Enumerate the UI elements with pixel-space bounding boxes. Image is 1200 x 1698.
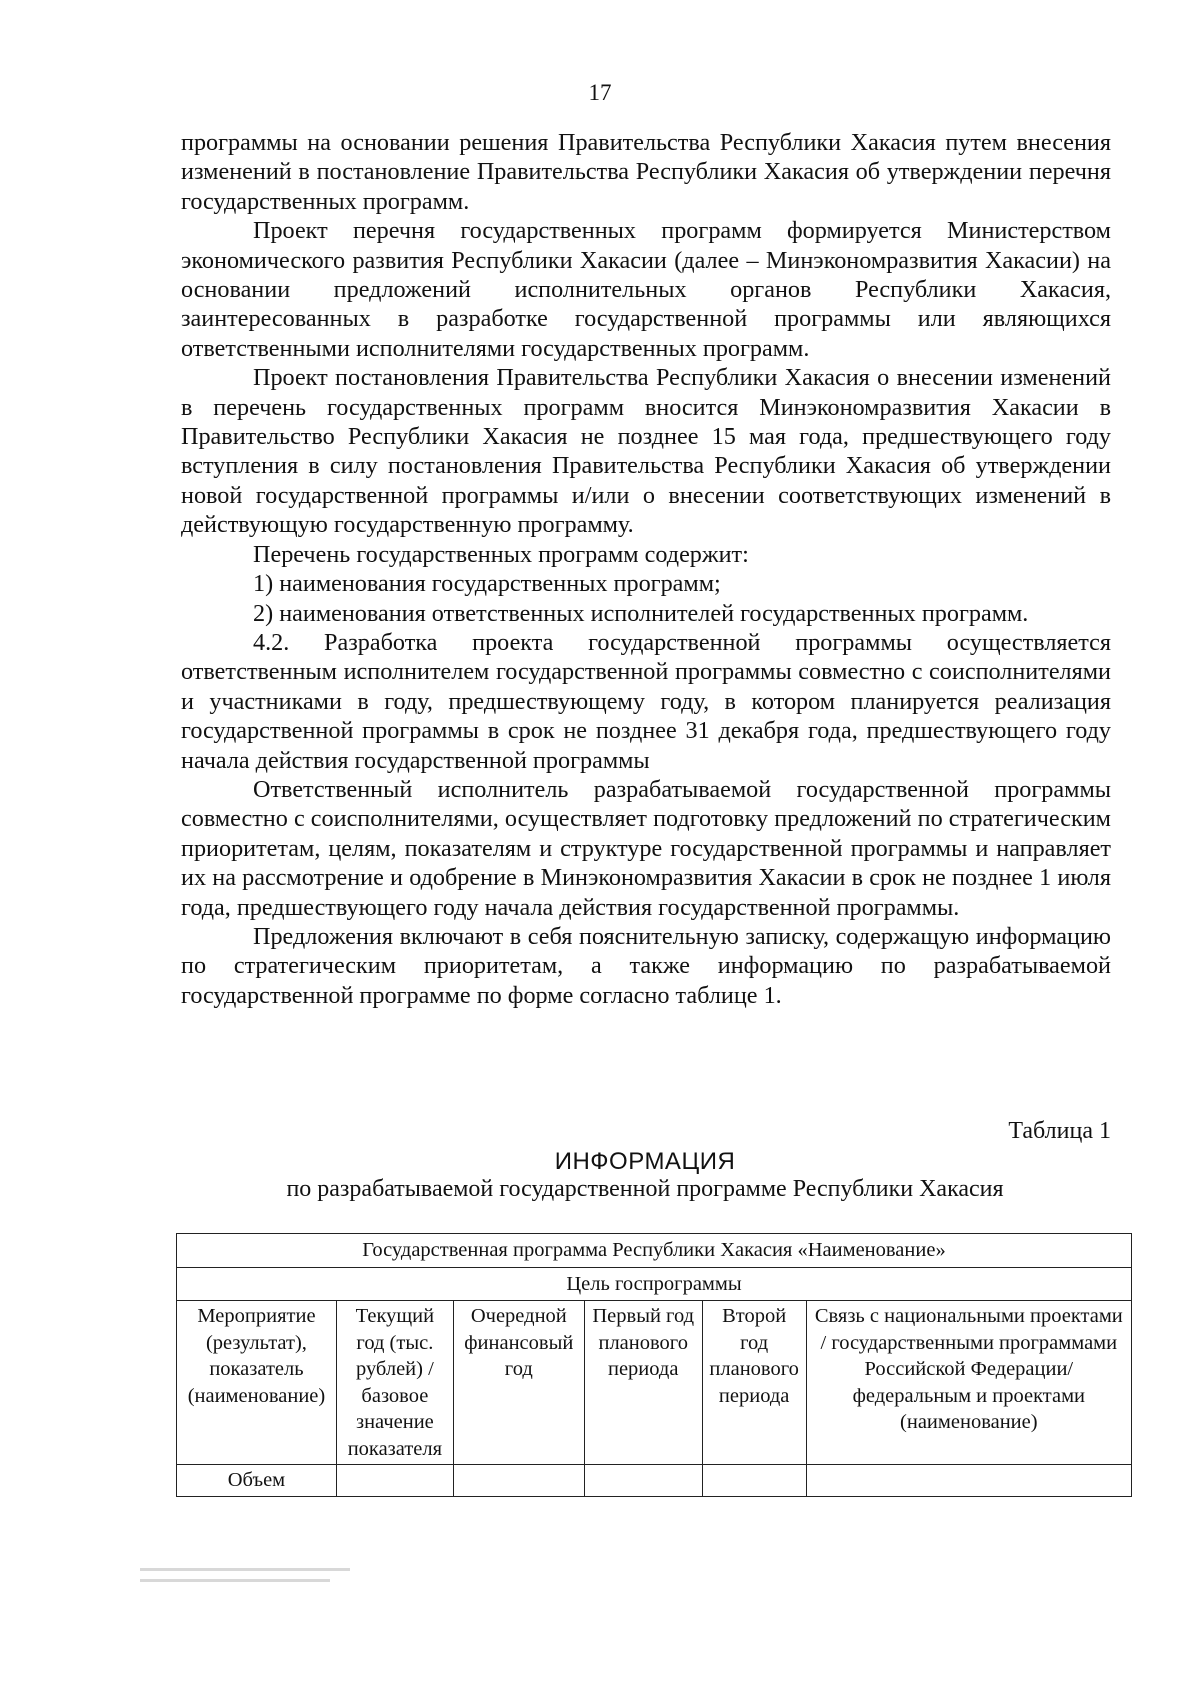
paragraph: Проект перечня государственных программ формируется Министерством экономического развития Республики Хакасии (далее – Минэкономразвития Хакасии) на основании предложений исполнительных органов Республики Хакасия, заинтересованных в разработке государственной программы или являющихся ответственными исполнителями государственных программ. [181, 217, 1111, 362]
list-item: 1) наименования государственных программ; [253, 570, 721, 598]
table-cell [806, 1465, 1131, 1497]
list-item: 2) наименования ответственных исполнителей государственных программ. [253, 599, 1029, 627]
table-title: ИНФОРМАЦИЯ [554, 1148, 736, 1175]
header-cell: Второй год планового периода [702, 1301, 806, 1465]
body-text [181, 128, 1111, 1010]
goal-cell: Цель госпрограммы [177, 1267, 1132, 1301]
header-cell: Связь с национальными проектами / государственными программами Российской Федерации/федеральным и проектами (наименование) [806, 1301, 1131, 1465]
header-cell: Мероприятие (результат), показатель (наименование) [177, 1301, 337, 1465]
table-row [177, 1234, 1132, 1268]
table-cell [584, 1465, 702, 1497]
table-header-row [177, 1301, 1132, 1465]
table-row [177, 1267, 1132, 1301]
header-cell: Первый год планового периода [584, 1301, 702, 1465]
info-table [176, 1233, 1132, 1497]
table-cell [336, 1465, 453, 1497]
paragraph: Предложения включают в себя пояснительную записку, содержащую информацию по стратегическим приоритетам, а также информацию по разрабатываемой государственной программе по форме согласно таблице 1. [181, 922, 1111, 1009]
table-cell [702, 1465, 806, 1497]
table-label: Таблица 1 [1008, 1118, 1111, 1144]
page-number: 17 [588, 80, 612, 105]
paragraph: 4.2. Разработка проекта государственной программы осуществляется ответственным исполнителем государственной программы совместно с соисполнителями и участниками в году, предшествующему году, в котором планируется реализация государственной программы в срок не позднее 31 декабря года, предшествующего году начала действия государственной программы [181, 628, 1111, 774]
paragraph: программы на основании решения Правительства Республики Хакасия путем внесения изменений в постановление Правительства Республики Хакасия об утверждении перечня государственных программ. [181, 129, 1111, 215]
row-label-cell: Объем [177, 1465, 337, 1497]
header-cell: Очередной финансовый год [453, 1301, 584, 1465]
paragraph: Ответственный исполнитель разрабатываемой государственной программы совместно с соисполнителями, осуществляет подготовку предложений по стратегическим приоритетам, целям, показателям и структуре государственной программы и направляет их на рассмотрение и одобрение в Минэкономразвития Хакасии в срок не позднее 1 июля года, предшествующего году начала действия государственной программы. [181, 775, 1111, 921]
scan-artifact [140, 1560, 370, 1620]
paragraph: Проект постановления Правительства Республики Хакасия о внесении изменений в перечень государственных программ вносится Минэкономразвития Хакасии в Правительство Республики Хакасия не позднее 15 мая года, предшествующего году вступления в силу постановления Правительства Республики Хакасия об утверждении новой государственной программы и/или о внесении соответствующих изменений в действующую государственную программу. [181, 364, 1111, 539]
paragraph: Перечень государственных программ содержит: [253, 540, 749, 568]
header-cell: Текущий год (тыс. рублей) / базовое значение показателя [336, 1301, 453, 1465]
program-cell: Государственная программа Республики Хакасия «Наименование» [177, 1234, 1132, 1268]
table-subtitle: по разрабатываемой государственной программе Республики Хакасия [286, 1176, 1004, 1202]
table-cell [453, 1465, 584, 1497]
table-row [177, 1465, 1132, 1497]
